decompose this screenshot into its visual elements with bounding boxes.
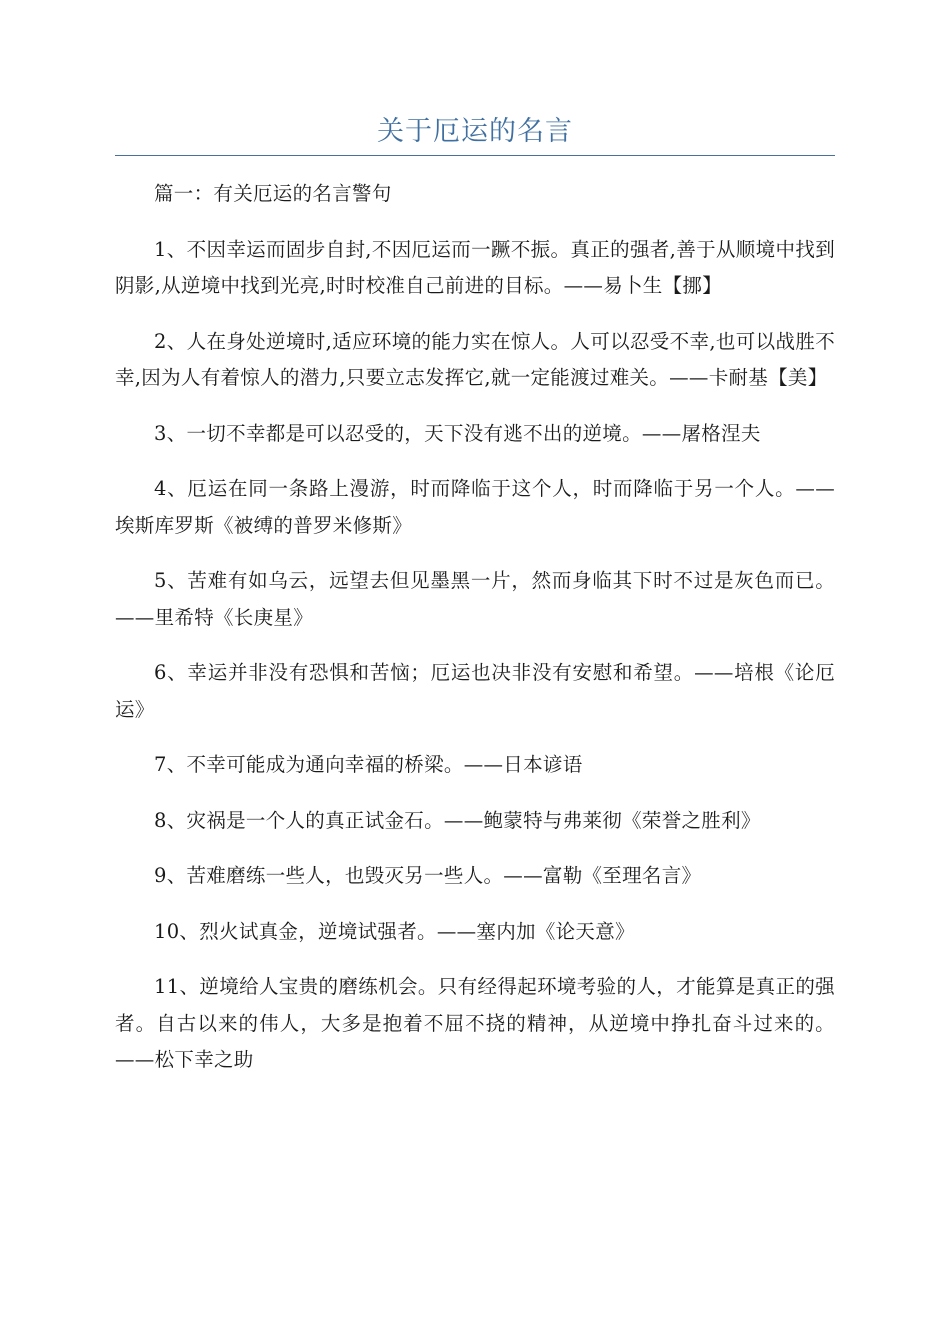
document-body [115,176,835,1098]
document-title: 关于厄运的名言 [377,116,573,147]
quote-paragraph: 7、不幸可能成为通向幸福的桥梁。——日本谚语 [154,753,583,776]
section-heading: 篇一：有关厄运的名言警句 [154,182,392,205]
quote-paragraph: 5、苦难有如乌云，远望去但见墨黑一片，然而身临其下时不过是灰色而已。——里希特《长庚星》 [115,569,835,629]
title-underline [115,155,835,156]
quote-paragraph: 4、厄运在同一条路上漫游，时而降临于这个人，时而降临于另一个人。——埃斯库罗斯《被缚的普罗米修斯》 [115,477,835,537]
quote-paragraph: 9、苦难磨练一些人，也毁灭另一些人。——富勒《至理名言》 [154,864,702,887]
quote-paragraph: 2、人在身处逆境时,适应环境的能力实在惊人。人可以忍受不幸,也可以战胜不幸,因为人有着惊人的潜力,只要立志发挥它,就一定能渡过难关。——卡耐基【美】 [115,329,835,389]
quote-paragraph: 6、幸运并非没有恐惧和苦恼；厄运也决非没有安慰和希望。——培根《论厄运》 [115,661,835,721]
quote-paragraph: 3、一切不幸都是可以忍受的，天下没有逃不出的逆境。——屠格涅夫 [154,421,761,445]
quote-paragraph: 8、灾祸是一个人的真正试金石。——鲍蒙特与弗莱彻《荣誉之胜利》 [154,808,761,832]
quote-paragraph: 11、逆境给人宝贵的磨练机会。只有经得起环境考验的人，才能算是真正的强者。自古以来的伟人，大多是抱着不屈不挠的精神，从逆境中挣扎奋斗过来的。——松下幸之助 [115,975,835,1071]
quote-paragraph: 1、不因幸运而固步自封,不因厄运而一蹶不振。真正的强者,善于从顺境中找到阴影,从逆境中找到光亮,时时校准自己前进的目标。——易卜生【挪】 [115,237,835,297]
quote-paragraph: 10、烈火试真金，逆境试强者。——塞内加《论天意》 [154,919,635,943]
